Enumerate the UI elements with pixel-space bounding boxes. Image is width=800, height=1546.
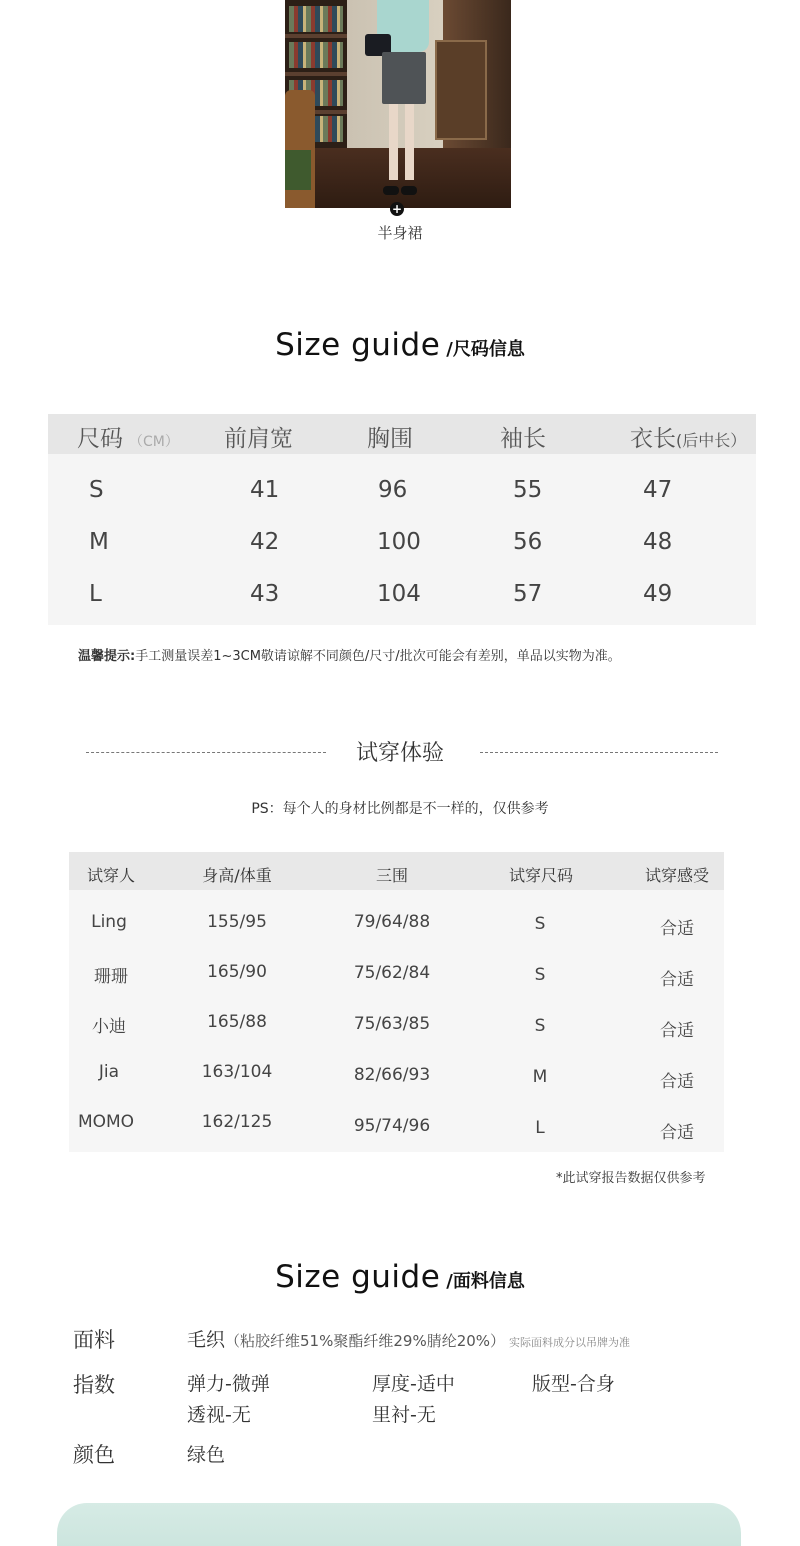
- row-size: S: [89, 477, 104, 503]
- tryon-hw: 163/104: [201, 1062, 273, 1082]
- tryon-hw: 155/95: [207, 912, 267, 932]
- size-table-header: [48, 414, 756, 454]
- tryon-title: 试穿体验: [355, 741, 444, 766]
- divider-right: [480, 752, 718, 753]
- tryon-size: S: [534, 914, 546, 934]
- size-guide-title: [0, 327, 800, 363]
- row-shoulder: 42: [250, 529, 280, 555]
- index-label: 指数: [73, 1373, 115, 1397]
- row-size: L: [89, 581, 102, 607]
- header-tryon-size: 试穿尺码: [508, 866, 573, 885]
- size-tip: [78, 645, 621, 664]
- tryon-hw: 165/88: [207, 1012, 267, 1032]
- material-value: 毛织: [187, 1329, 226, 1351]
- color-label: 颜色: [73, 1443, 115, 1467]
- tryon-name: Ling: [91, 912, 127, 932]
- tryon-name: 珊珊: [94, 967, 128, 987]
- row-chest: 96: [378, 477, 408, 503]
- product-photo: [285, 0, 511, 208]
- header-shoulder: 前肩宽: [224, 426, 293, 452]
- tryon-measure: 79/64/88: [353, 912, 431, 932]
- tryon-name: 小迪: [92, 1017, 126, 1037]
- thickness-value: 厚度-适中: [372, 1373, 455, 1395]
- fabric-subtitle: /面料信息: [446, 1271, 525, 1292]
- row-sleeve: 56: [513, 529, 543, 555]
- tryon-feel: 合适: [660, 919, 694, 939]
- header-chest: 胸围: [367, 426, 413, 452]
- fabric-title: [0, 1259, 800, 1295]
- tryon-feel: 合适: [660, 970, 694, 990]
- tryon-measure: 95/74/96: [353, 1116, 431, 1136]
- tryon-size: S: [534, 1016, 546, 1036]
- elasticity-value: 弹力-微弹: [187, 1373, 270, 1395]
- row-sleeve: 57: [513, 581, 543, 607]
- tryon-measure: 82/66/93: [353, 1065, 431, 1085]
- row-length: 48: [643, 529, 673, 555]
- row-size: M: [89, 529, 109, 555]
- tryon-feel: 合适: [660, 1123, 694, 1143]
- tryon-ps: PS：每个人的身材比例都是不一样的，仅供参考: [251, 801, 549, 817]
- material-note: 实际面料成分以吊牌为准: [509, 1336, 631, 1349]
- transparency-value: 透视-无: [187, 1404, 251, 1426]
- photo-caption: 半身裙: [377, 224, 423, 242]
- tryon-measure: 75/63/85: [353, 1014, 431, 1034]
- tryon-table-header: [69, 852, 724, 890]
- row-shoulder: 43: [250, 581, 280, 607]
- row-chest: 104: [377, 581, 421, 607]
- header-feeling: 试穿感受: [644, 866, 709, 885]
- row-length: 49: [643, 581, 673, 607]
- tryon-size: L: [535, 1118, 545, 1138]
- color-swatch-card: [57, 1503, 741, 1546]
- tryon-size: S: [534, 965, 546, 985]
- row-chest: 100: [377, 529, 421, 555]
- tryon-size: M: [532, 1067, 548, 1087]
- fit-value: 版型-合身: [532, 1373, 615, 1395]
- header-sleeve: 袖长: [500, 426, 546, 452]
- tryon-hw: 165/90: [207, 962, 267, 982]
- header-length: 衣长(后中长）: [630, 426, 747, 452]
- row-sleeve: 55: [513, 477, 543, 503]
- tryon-feel: 合适: [660, 1021, 694, 1041]
- row-length: 47: [643, 477, 673, 503]
- tryon-measure: 75/62/84: [353, 963, 431, 983]
- header-length-sub: (后中长）: [676, 431, 747, 450]
- color-value: 绿色: [187, 1444, 226, 1466]
- header-size: 尺码 （CM）: [77, 426, 179, 452]
- header-height-weight: 身高/体重: [202, 866, 272, 885]
- plus-icon: +: [391, 202, 403, 216]
- material-row: [187, 1325, 630, 1352]
- tryon-name: MOMO: [77, 1112, 135, 1132]
- tip-text: 手工测量误差1~3CM敬请谅解不同颜色/尺寸/批次可能会有差别，单品以实物为准。: [135, 649, 621, 664]
- tryon-table: [69, 852, 724, 1152]
- size-guide-heading: Size guide: [275, 327, 441, 363]
- header-person: 试穿人: [86, 866, 135, 885]
- tryon-feel: 合适: [660, 1072, 694, 1092]
- material-label: 面料: [73, 1328, 115, 1352]
- tryon-hw: 162/125: [201, 1112, 273, 1132]
- lining-value: 里衬-无: [372, 1404, 436, 1426]
- material-detail: （粘胶纤维51%聚酯纤维29%腈纶20%）: [225, 1332, 506, 1350]
- fabric-heading: Size guide: [275, 1259, 441, 1295]
- size-table: [48, 414, 756, 625]
- size-guide-subtitle: /尺码信息: [446, 339, 525, 360]
- header-size-unit: （CM）: [129, 434, 179, 450]
- tryon-name: Jia: [98, 1062, 120, 1082]
- row-shoulder: 41: [250, 477, 280, 503]
- tryon-note: *此试穿报告数据仅供参考: [556, 1171, 706, 1186]
- tip-label: 温馨提示:: [78, 649, 136, 664]
- header-measurements: 三围: [375, 866, 408, 885]
